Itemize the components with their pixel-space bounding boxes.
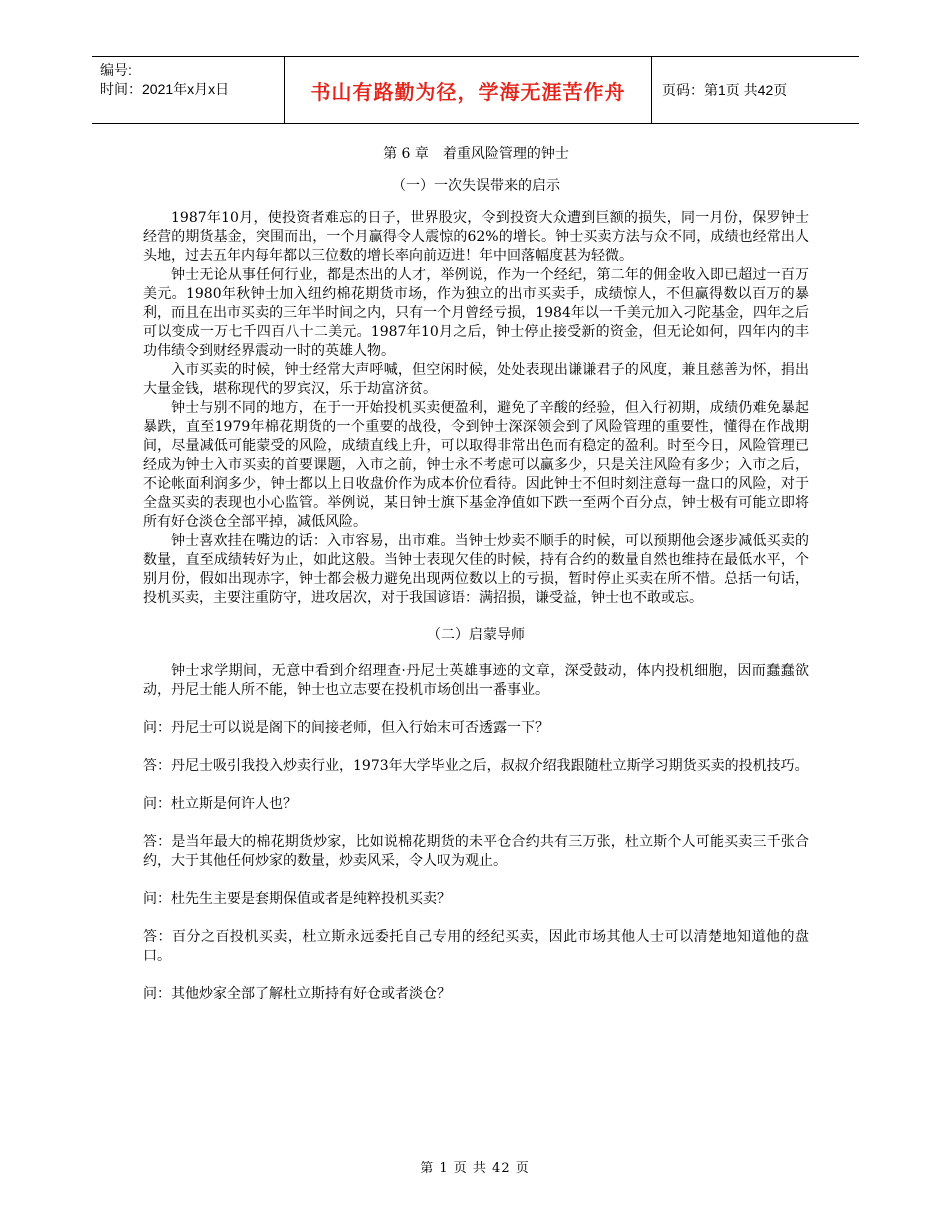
header-motto: 书山有路勤为径，学海无涯苦作舟 <box>285 57 652 123</box>
paragraph: 1987年10月，使投资者难忘的日子，世界股灾，令到投资大众遭到巨额的损失，同一月份，保罗钟士经营的期货基金，突围而出，一个月赢得令人震惊的62%的增长。钟士买卖方法与众不同，成绩也经常出人头地，过去五年内每年都以三位数的增长率向前迈进！年中回落幅度甚为轻微。 <box>143 210 809 264</box>
paragraph: 钟士无论从事任何行业，都是杰出的人才，举例说，作为一个经纪，第二年的佣金收入即已超过一百万美元。1980年秋钟士加入纽约棉花期货市场，作为独立的出市买卖手，成绩惊人，不但赢得数以百万的暴利，而且在出市买卖的三年半时间之内，只有一个月曾经亏损，1984年以一千美元加入刁陀基金，四年之后可以变成一万七千四百八十二美元。1987年10月之后，钟士停止接受新的资金，但无论如何，四年内的丰功伟绩令到财经界震动一时的英雄人物。 <box>143 267 809 359</box>
section-title-1: （一）一次失误带来的启示 <box>392 178 560 194</box>
document-body <box>143 143 809 1023</box>
paragraph: 钟士喜欢挂在嘴边的话：入市容易，出市难。当钟士炒卖不顺手的时候，可以预期他会逐步减低买卖的数量，直至成绩转好为止，如此这般。当钟士表现欠佳的时候，持有合约的数量自然也维持在最低水平，个别月份，假如出现赤字，钟士都会极力避免出现两位数以上的亏损，暂时停止买卖在所不惜。总括一句话，投机买卖，主要注重防守，进攻居次，对于我国谚语：满招损，谦受益，钟士也不敢或忘。 <box>143 533 809 606</box>
qa-item: 答：百分之百投机买卖，杜立斯永远委托自己专用的经纪买卖，因此市场其他人士可以清楚地知道他的盘口。 <box>143 929 809 964</box>
paragraph: 钟士求学期间，无意中看到介绍理查·丹尼士英雄事迹的文章，深受鼓动，体内投机细胞，因而蠢蠢欲动，丹尼士能人所不能，钟士也立志要在投机市场创出一番事业。 <box>143 663 809 698</box>
header-meta <box>92 57 285 123</box>
qa-item: 问：杜立斯是何许人也？ <box>143 796 297 812</box>
document-header <box>92 56 859 124</box>
qa-item: 问：丹尼士可以说是阁下的间接老师，但入行始末可否透露一下？ <box>143 720 549 736</box>
header-page-info: 页码：第1页 共42页 <box>662 82 788 98</box>
qa-item: 问：杜先生主要是套期保值或者是纯粹投机买卖？ <box>143 891 451 907</box>
chapter-title: 第 6 章 着重风险管理的钟士 <box>383 146 569 162</box>
qa-item: 答：丹尼士吸引我投入炒卖行业，1973年大学毕业之后，叔叔介绍我跟随杜立斯学习期货买卖的投机技巧。 <box>143 758 809 774</box>
page-footer: 第 1 页 共 42 页 <box>420 1161 530 1176</box>
paragraph: 钟士与别不同的地方，在于一开始投机买卖便盈利，避免了辛酸的经验，但入行初期，成绩仍难免暴起暴跌，直至1979年棉花期货的一个重要的战役，令到钟士深深领会到了风险管理的重要性，懂得在作战期间，尽量减低可能蒙受的风险，成绩直线上升，可以取得非常出色而有稳定的盈利。时至今日，风险管理已经成为钟士入市买卖的首要课题，入市之前，钟士永不考虑可以赢多少，只是关注风险有多少；入市之后，不论帐面利润多少，钟士都以上日收盘价作为成本价位看待。因此钟士不但时刻注意每一盘口的风险，对于全盘买卖的表现也小心监管。举例说，某日钟士旗下基金净值如下跌一至两个百分点，钟士极有可能立即将所有好仓淡仓全部平掉，减低风险。 <box>143 400 809 530</box>
paragraph: 入市买卖的时候，钟士经常大声呼喊，但空闲时候，处处表现出谦谦君子的风度，兼且慈善为怀，捐出大量金钱，堪称现代的罗宾汉，乐于劫富济贫。 <box>143 362 809 397</box>
qa-item: 答：是当年最大的棉花期货炒家，比如说棉花期货的未平仓合约共有三万张，杜立斯个人可能买卖三千张合约，大于其他任何炒家的数量，炒卖风采，令人叹为观止。 <box>143 834 809 869</box>
qa-item: 问：其他炒家全部了解杜立斯持有好仓或者淡仓？ <box>143 986 451 1002</box>
time-label: 时间：2021年x月x日 <box>100 81 230 97</box>
section-title-2: （二）启蒙导师 <box>427 627 525 643</box>
serial-label: 编号: <box>100 62 132 78</box>
